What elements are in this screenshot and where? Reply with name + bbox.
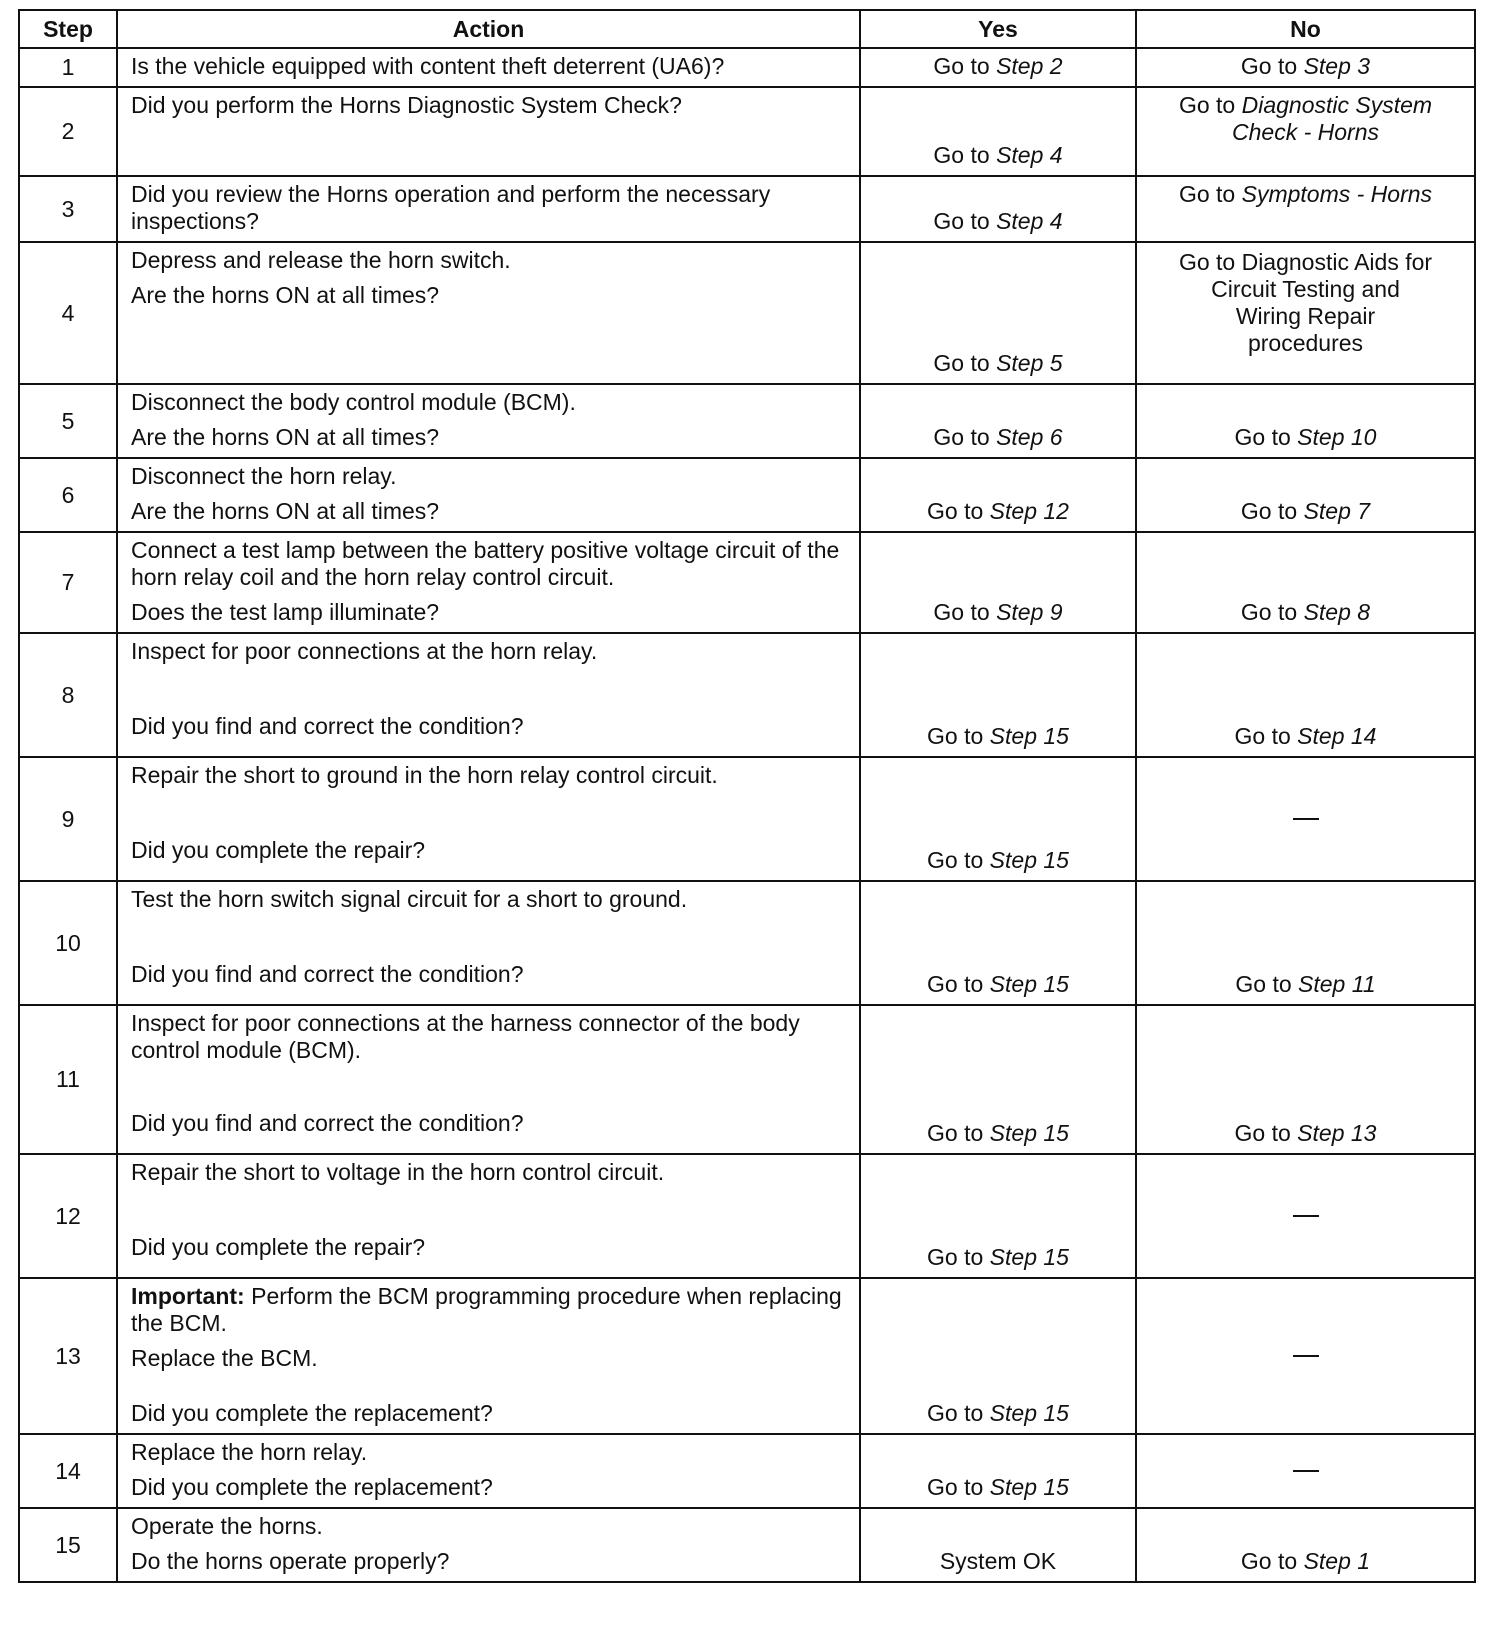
step-number: 4 [19, 242, 117, 384]
action-cell [117, 881, 860, 1005]
table-row [19, 87, 1475, 176]
yes-step-link[interactable]: Step 15 [989, 1244, 1069, 1270]
table-row [19, 1005, 1475, 1154]
no-step-link[interactable]: Step 13 [1297, 1120, 1377, 1146]
yes-step-link[interactable]: Step 15 [989, 1400, 1069, 1426]
yes-cell [860, 532, 1136, 633]
no-cell [1136, 532, 1475, 633]
no-cell [1136, 1154, 1475, 1278]
go-to-text: Go to [927, 1400, 984, 1426]
yes-step-link[interactable]: Step 2 [996, 53, 1063, 79]
header-step: Step [19, 10, 117, 48]
step-number: 9 [19, 757, 117, 881]
table-row [19, 242, 1475, 384]
go-to-text: Go to [933, 53, 990, 79]
yes-step-link[interactable]: Step 5 [996, 350, 1063, 376]
yes-cell [860, 384, 1136, 458]
no-cell [1136, 1508, 1475, 1582]
yes-cell [860, 458, 1136, 532]
action-cell [117, 458, 860, 532]
no-link[interactable]: Symptoms - Horns [1241, 181, 1433, 207]
action-text: Replace the horn relay. [131, 1439, 368, 1465]
important-text: Perform the BCM programming procedure when replacing the BCM. [131, 1283, 842, 1336]
go-to-text: Go to [933, 599, 990, 625]
action-question: Did you complete the replacement? [131, 1400, 493, 1426]
yes-step-link[interactable]: Step 6 [996, 424, 1063, 450]
go-to-text: Go to [927, 1474, 984, 1500]
go-to-text: Go to [933, 142, 990, 168]
yes-cell [860, 242, 1136, 384]
no-cell [1136, 1005, 1475, 1154]
go-to-text: Go to [1240, 53, 1298, 79]
action-text: Repair the short to ground in the horn relay control circuit. [131, 762, 718, 788]
go-to-text: Go to [927, 723, 984, 749]
go-to-text: Go to [927, 498, 984, 524]
action-text: Did you review the Horns operation and perform the necessary inspections? [131, 181, 771, 234]
yes-cell [860, 176, 1136, 242]
action-cell [117, 1154, 860, 1278]
action-cell [117, 48, 860, 87]
step-number: 11 [19, 1005, 117, 1154]
go-to-text: Go to [1234, 424, 1291, 450]
yes-step-link[interactable]: Step 4 [996, 208, 1063, 234]
no-step-link[interactable]: Step 3 [1303, 53, 1371, 79]
no-step-link[interactable]: Step 10 [1297, 424, 1377, 450]
table-row [19, 532, 1475, 633]
action-cell [117, 1508, 860, 1582]
go-to-text: Go to [933, 208, 990, 234]
step-number: 13 [19, 1278, 117, 1434]
no-cell [1136, 242, 1475, 384]
header-row [19, 10, 1475, 48]
no-cell [1136, 757, 1475, 881]
yes-step-link[interactable]: Step 15 [989, 847, 1069, 873]
no-cell [1136, 384, 1475, 458]
action-question: Does the test lamp illuminate? [131, 599, 440, 625]
no-step-link[interactable]: Step 8 [1303, 599, 1371, 625]
go-to-text: Go to [927, 1120, 984, 1146]
table-row [19, 1434, 1475, 1508]
yes-cell [860, 1005, 1136, 1154]
dash-mark [1293, 1355, 1319, 1357]
action-question: Did you complete the repair? [131, 1234, 426, 1260]
no-cell [1136, 176, 1475, 242]
no-link[interactable]: Go to Diagnostic Aids for Circuit Testing and Wiring Repair procedures [1178, 249, 1433, 356]
no-cell [1136, 87, 1475, 176]
action-text: Depress and release the horn switch. [131, 247, 511, 273]
table-row [19, 1508, 1475, 1582]
go-to-text: Go to [1235, 971, 1292, 997]
action-text: Inspect for poor connections at the horn relay. [131, 638, 598, 664]
action-cell [117, 532, 860, 633]
no-cell [1136, 1278, 1475, 1434]
table-row [19, 48, 1475, 87]
no-step-link[interactable]: Step 11 [1298, 971, 1376, 997]
yes-cell [860, 1508, 1136, 1582]
no-cell [1136, 633, 1475, 757]
important-note [131, 1283, 849, 1337]
yes-step-link[interactable]: Step 15 [989, 723, 1069, 749]
step-number: 12 [19, 1154, 117, 1278]
go-to-text: Go to [927, 1244, 984, 1270]
table-row [19, 458, 1475, 532]
step-number: 8 [19, 633, 117, 757]
step-number: 10 [19, 881, 117, 1005]
yes-cell [860, 87, 1136, 176]
go-to-text: Go to [1234, 1120, 1291, 1146]
action-text: Test the horn switch signal circuit for a short to ground. [131, 886, 688, 912]
header-action: Action [117, 10, 860, 48]
yes-cell [860, 48, 1136, 87]
action-text: Inspect for poor connections at the harness connector of the body control module (BCM). [131, 1010, 800, 1063]
no-cell [1136, 881, 1475, 1005]
action-question: Did you find and correct the condition? [131, 1110, 524, 1136]
action-text: Did you perform the Horns Diagnostic System Check? [131, 92, 682, 118]
step-number: 1 [19, 48, 117, 87]
table-row [19, 757, 1475, 881]
no-link[interactable]: Diagnostic System Check - Horns [1232, 92, 1433, 145]
action-text: Repair the short to voltage in the horn control circuit. [131, 1159, 665, 1185]
yes-cell [860, 1434, 1136, 1508]
step-number: 7 [19, 532, 117, 633]
action-question: Did you complete the replacement? [131, 1474, 493, 1500]
important-label: Important: [131, 1283, 245, 1309]
table-row [19, 633, 1475, 757]
go-to-text: Go to [1240, 599, 1298, 625]
table-row [19, 384, 1475, 458]
go-to-text: Go to [1240, 1548, 1298, 1574]
action-cell [117, 176, 860, 242]
action-question: Are the horns ON at all times? [131, 424, 440, 450]
action-text: Connect a test lamp between the battery positive voltage circuit of the horn relay coil and the horn relay control circuit. [131, 537, 840, 590]
action-cell [117, 1005, 860, 1154]
go-to-text: Go to [1234, 723, 1291, 749]
yes-step-link[interactable]: Step 4 [996, 142, 1063, 168]
yes-step-link[interactable]: Step 15 [989, 1474, 1069, 1500]
no-step-link[interactable]: Step 7 [1303, 498, 1371, 524]
action-question: Do the horns operate properly? [131, 1548, 450, 1574]
step-number: 3 [19, 176, 117, 242]
yes-step-link[interactable]: Step 9 [996, 599, 1063, 625]
no-step-link[interactable]: Step 1 [1303, 1548, 1371, 1574]
dash-mark [1293, 1215, 1319, 1217]
go-to-text: Go to [933, 350, 990, 376]
yes-step-link[interactable]: Step 12 [989, 498, 1069, 524]
step-number: 14 [19, 1434, 117, 1508]
step-number: 15 [19, 1508, 117, 1582]
dash-mark [1293, 818, 1319, 820]
action-question: Did you find and correct the condition? [131, 713, 524, 739]
action-text: Is the vehicle equipped with content theft deterrent (UA6)? [131, 53, 725, 79]
diagnostic-table [18, 9, 1476, 1583]
action-text: Replace the BCM. [131, 1345, 318, 1371]
step-number: 6 [19, 458, 117, 532]
action-cell [117, 1434, 860, 1508]
action-text: Disconnect the horn relay. [131, 463, 397, 489]
yes-cell [860, 881, 1136, 1005]
action-question: Did you find and correct the condition? [131, 961, 524, 987]
step-number: 5 [19, 384, 117, 458]
yes-result-text: System OK [939, 1548, 1057, 1574]
go-to-text: Go to [927, 971, 984, 997]
table-row [19, 1154, 1475, 1278]
go-to-text: Go to [1178, 181, 1236, 207]
dash-mark [1293, 1470, 1319, 1472]
no-cell [1136, 458, 1475, 532]
action-text: Operate the horns. [131, 1513, 323, 1539]
go-to-text: Go to [1178, 92, 1236, 118]
go-to-text: Go to [933, 424, 990, 450]
no-cell [1136, 1434, 1475, 1508]
header-yes: Yes [860, 10, 1136, 48]
yes-step-link[interactable]: Step 15 [989, 1120, 1069, 1146]
action-cell [117, 757, 860, 881]
header-no: No [1136, 10, 1475, 48]
action-question: Are the horns ON at all times? [131, 282, 440, 308]
action-cell [117, 87, 860, 176]
yes-step-link[interactable]: Step 15 [989, 971, 1069, 997]
yes-cell [860, 1154, 1136, 1278]
action-cell [117, 1278, 860, 1434]
table-row [19, 1278, 1475, 1434]
action-question: Did you complete the repair? [131, 837, 426, 863]
table-row [19, 881, 1475, 1005]
yes-cell [860, 1278, 1136, 1434]
go-to-text: Go to [1240, 498, 1298, 524]
yes-cell [860, 633, 1136, 757]
action-text: Disconnect the body control module (BCM). [131, 389, 576, 415]
yes-cell [860, 757, 1136, 881]
action-cell [117, 242, 860, 384]
action-cell [117, 633, 860, 757]
no-step-link[interactable]: Step 14 [1297, 723, 1377, 749]
step-number: 2 [19, 87, 117, 176]
action-cell [117, 384, 860, 458]
action-question: Are the horns ON at all times? [131, 498, 440, 524]
table-row [19, 176, 1475, 242]
go-to-text: Go to [927, 847, 984, 873]
no-cell [1136, 48, 1475, 87]
